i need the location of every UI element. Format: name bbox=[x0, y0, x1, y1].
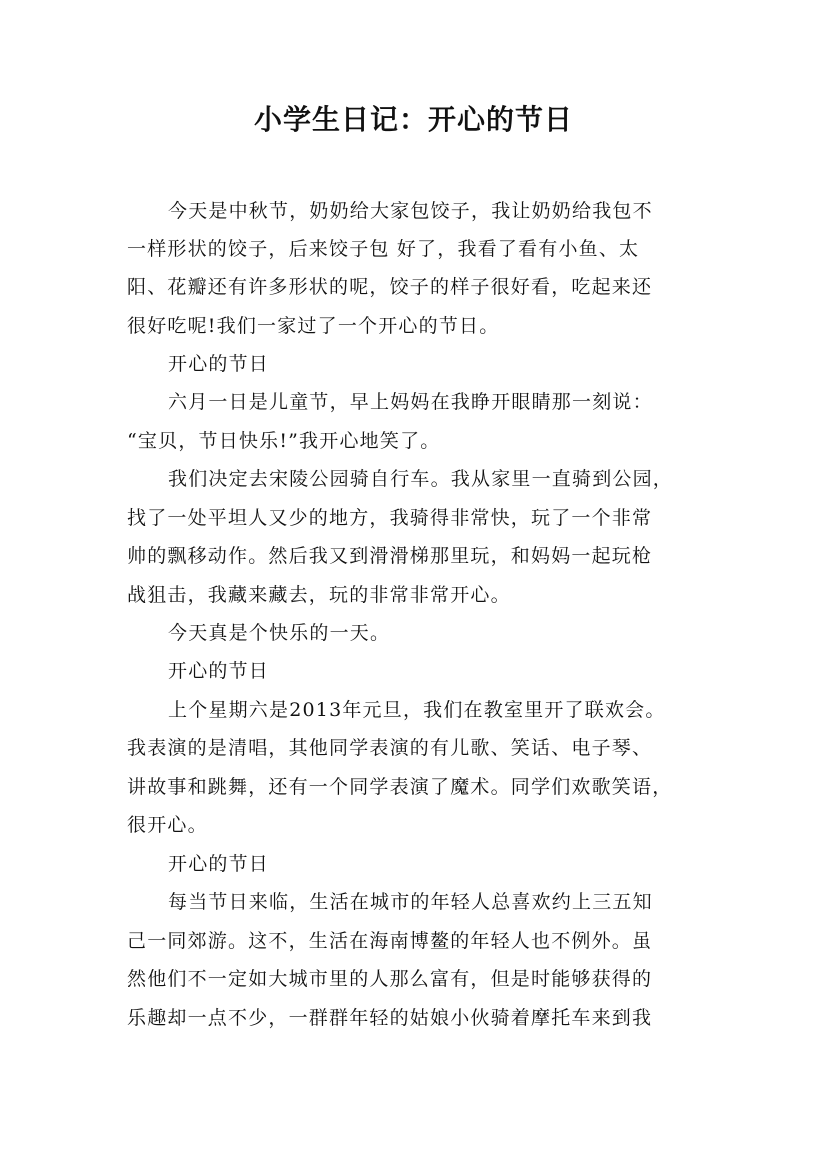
text-line: 很好吃呢!我们一家过了一个开心的节日。 bbox=[127, 315, 500, 337]
text-line: 上个星期六是2013年元旦，我们在教室里开了联欢会。 bbox=[168, 699, 666, 721]
text-line: 今天是中秋节，奶奶给大家包饺子，我让奶奶给我包不 bbox=[168, 200, 653, 222]
text-line: 我们决定去宋陵公园骑自行车。我从家里一直骑到公园， bbox=[168, 468, 674, 490]
section-heading: 开心的节日 bbox=[168, 353, 270, 375]
text-line: 六月一日是儿童节，早上妈妈在我睁开眼睛那一刻说： bbox=[168, 391, 653, 413]
text-line: 今天真是个快乐的一天。 bbox=[168, 622, 391, 644]
text-line: 帅的飘移动作。然后我又到滑滑梯那里玩，和妈妈一起玩枪 bbox=[127, 545, 653, 567]
text-line: 阳、花瓣还有许多形状的呢，饺子的样子很好看，吃起来还 bbox=[127, 276, 653, 298]
text-line: 我表演的是清唱，其他同学表演的有儿歌、笑话、电子琴、 bbox=[127, 737, 653, 759]
text-line: 找了一处平坦人又少的地方，我骑得非常快，玩了一个非常 bbox=[127, 507, 653, 529]
text-line: 很开心。 bbox=[127, 814, 208, 836]
text-line: 战狙击，我藏来藏去，玩的非常非常开心。 bbox=[127, 584, 511, 606]
text-line: 然他们不一定如大城市里的人那么富有，但是时能够获得的 bbox=[127, 968, 653, 990]
text-line: 一样形状的饺子，后来饺子包 好了，我看了看有小鱼、太 bbox=[127, 238, 640, 260]
section-heading: 开心的节日 bbox=[168, 660, 270, 682]
text-line: 每当节日来临，生活在城市的年轻人总喜欢约上三五知 bbox=[168, 891, 653, 913]
text-line: 己一同郊游。这不，生活在海南博鳌的年轻人也不例外。虽 bbox=[127, 930, 653, 952]
text-line: 乐趣却一点不少，一群群年轻的姑娘小伙骑着摩托车来到我 bbox=[127, 1007, 653, 1029]
page-title: 小学生日记：开心的节日 bbox=[253, 103, 573, 136]
text-line: “宝贝，节日快乐!”我开心地笑了。 bbox=[127, 430, 441, 452]
text-line: 讲故事和跳舞，还有一个同学表演了魔术。同学们欢歌笑语， bbox=[127, 776, 673, 798]
section-heading: 开心的节日 bbox=[168, 853, 270, 875]
